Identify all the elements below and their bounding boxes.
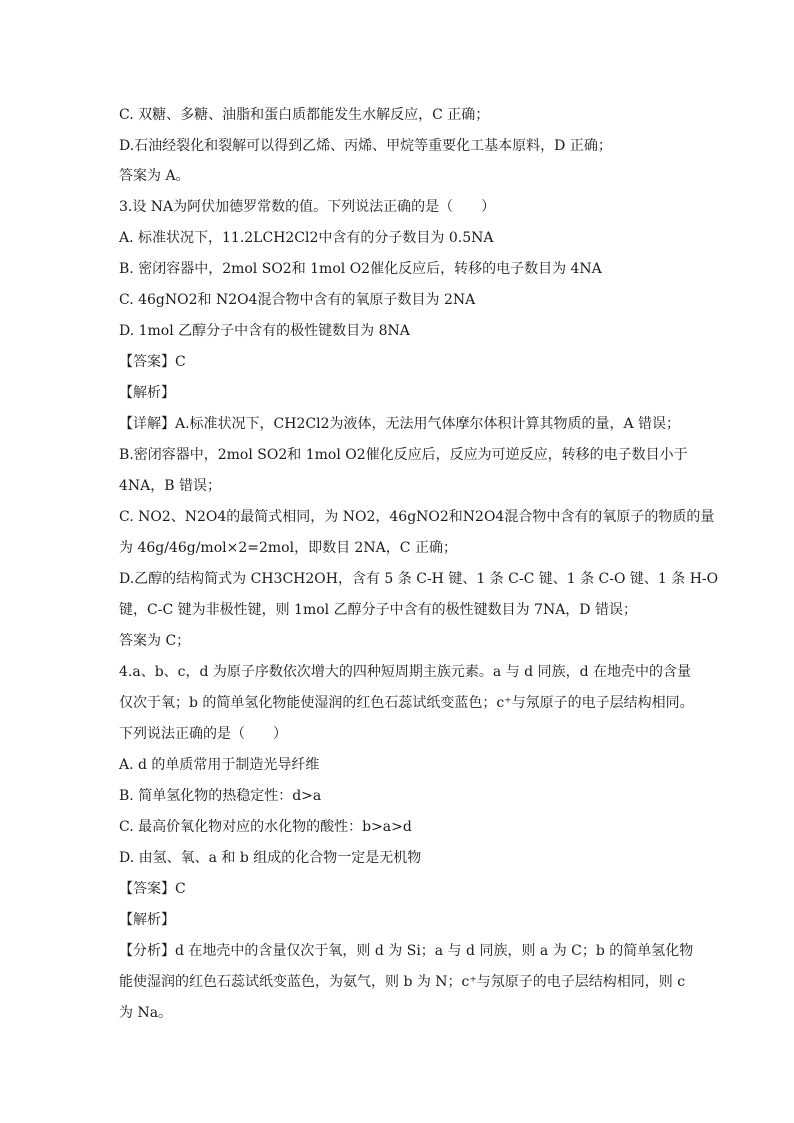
question-4-answer: 【答案】C	[119, 881, 186, 897]
question-3-detail-d-cont: 键，C-C 键为非极性键，则 1mol 乙醇分子中含有的极性键数目为 7NA，D 错误；	[119, 602, 637, 618]
question-4-stem-cont: 仅次于氧；b 的简单氢化物能使湿润的红色石蕊试纸变蓝色；c⁺与氖原子的电子层结构相同。	[119, 695, 694, 711]
question-4-prompt: 下列说法正确的是（ ）	[119, 726, 287, 742]
question-3-option-a: A. 标准状况下，11.2LCH2Cl2中含有的分子数目为 0.5NA	[119, 230, 494, 246]
question-4-analysis-cont: 能使湿润的红色石蕊试纸变蓝色，为氨气，则 b 为 N；c⁺与氖原子的电子层结构相同，则 c	[119, 974, 686, 990]
text-line-d-petroleum: D.石油经裂化和裂解可以得到乙烯、丙烯、甲烷等重要化工基本原料，D 正确；	[119, 138, 612, 154]
question-3-option-d: D. 1mol 乙醇分子中含有的极性键数目为 8NA	[119, 323, 410, 339]
question-3-analysis-heading: 【解析】	[119, 385, 175, 401]
question-3-detail-b: B.密闭容器中，2mol SO2和 1mol O2催化反应后，反应为可逆反应，转移的电子数目小于	[119, 447, 688, 463]
question-4-option-c: C. 最高价氧化物对应的水化物的酸性：b>a>d	[119, 819, 412, 835]
question-3-stem: 3.设 NA为阿伏加德罗常数的值。下列说法正确的是（ ）	[119, 199, 496, 215]
question-3-detail-d: D.乙醇的结构简式为 CH3CH2OH，含有 5 条 C-H 键、1 条 C-C 键、1 条 C-O 键、1 条 H-O	[119, 571, 719, 587]
question-3-answer: 【答案】C	[119, 354, 186, 370]
question-3-detail-c: C. NO2、N2O4的最简式相同，为 NO2，46gNO2和N2O4混合物中含有的氧原子的物质的量	[119, 509, 715, 525]
question-3-option-c: C. 46gNO2和 N2O4混合物中含有的氧原子数目为 2NA	[119, 292, 476, 308]
question-4-option-d: D. 由氢、氧、a 和 b 组成的化合物一定是无机物	[119, 850, 422, 866]
text-line-answer-a: 答案为 A。	[119, 168, 190, 184]
text-line-c-hydrolysis: C. 双糖、多糖、油脂和蛋白质都能发生水解反应，C 正确；	[119, 107, 490, 123]
question-4-analysis-heading: 【解析】	[119, 912, 175, 928]
question-3-detail-a: 【详解】A.标准状况下，CH2Cl2为液体，无法用气体摩尔体积计算其物质的量，A 错误；	[119, 416, 681, 432]
question-3-option-b: B. 密闭容器中，2mol SO2和 1mol O2催化反应后，转移的电子数目为 4NA	[119, 261, 602, 277]
question-3-detail-c-cont: 为 46g/46g/mol×2=2mol，即数目 2NA，C 正确；	[119, 540, 457, 556]
question-4-option-a: A. d 的单质常用于制造光导纤维	[119, 757, 320, 773]
question-4-analysis: 【分析】d 在地壳中的含量仅次于氧，则 d 为 Si；a 与 d 同族，则 a 为 C；b 的简单氢化物	[119, 943, 694, 959]
question-4-stem: 4.a、b、c，d 为原子序数依次增大的四种短周期主族元素。a 与 d 同族，d 在地壳中的含量	[119, 664, 691, 680]
question-4-option-b: B. 简单氢化物的热稳定性：d>a	[119, 788, 322, 804]
question-3-final-answer: 答案为 C；	[119, 633, 191, 649]
question-4-analysis-end: 为 Na。	[119, 1005, 173, 1021]
question-3-detail-b-cont: 4NA，B 错误；	[119, 478, 222, 494]
